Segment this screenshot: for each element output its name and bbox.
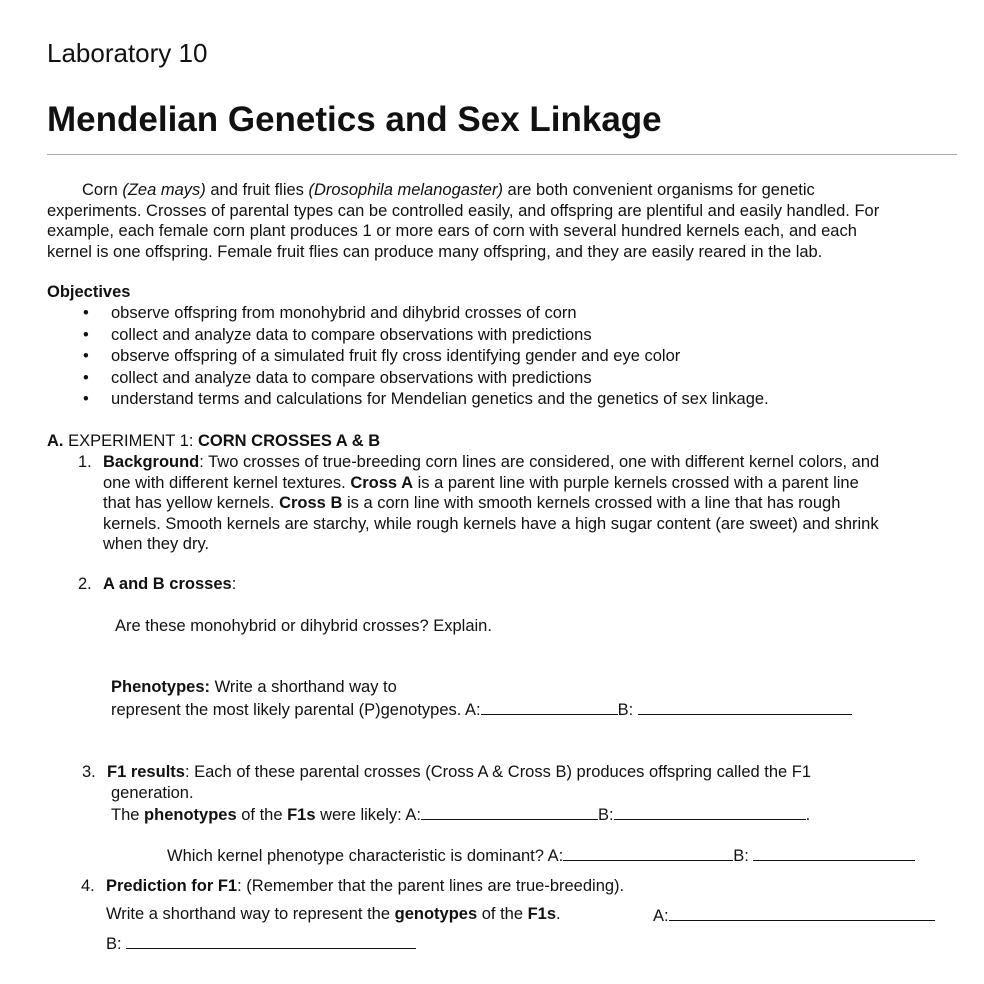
parental-genotype-a-field[interactable] — [481, 698, 618, 715]
item-text: Which kernel phenotype characteristic is dominant? A: — [167, 847, 564, 865]
objective-item — [47, 346, 769, 368]
f1-genotype-b-line — [106, 932, 416, 955]
item-text: Write a shorthand way to — [210, 678, 397, 696]
intro-text: are both convenient organisms for genetic — [502, 181, 815, 199]
title-divider — [47, 154, 957, 155]
bullet-icon: • — [83, 347, 89, 365]
dominant-b-field[interactable] — [753, 844, 915, 861]
intro-text: Corn — [82, 181, 123, 199]
item-text: of the — [236, 806, 288, 824]
monohybrid-question: Are these monohybrid or dihybrid crosses? Explain. — [115, 617, 492, 635]
corn-scientific-name: (Zea mays) — [122, 181, 206, 199]
fly-scientific-name: (Drosophila melanogaster) — [308, 181, 503, 199]
section-letter: A. — [47, 432, 64, 450]
item-text: generation. — [111, 783, 194, 802]
parental-genotypes-line — [111, 698, 852, 721]
f1-genotype-a-line — [653, 904, 935, 927]
item-text: represent the most likely parental (P)genotypes. A: — [111, 701, 481, 719]
item-4-number: 4. — [81, 877, 95, 895]
cross-b-label: Cross B — [279, 494, 343, 512]
bullet-icon: • — [83, 304, 89, 322]
b-label: B: — [106, 935, 127, 953]
item-text: when they dry. — [103, 535, 210, 553]
item-text: : Each of these parental crosses (Cross A & Cross B) produces offspring called the F1 — [184, 763, 812, 781]
intro-line: example, each female corn plant produces 1 or more ears of corn with several hundred kernels each, and each — [47, 222, 857, 240]
item-text: : (Remember that the parent lines are true-breeding). — [237, 877, 625, 895]
objective-text: collect and analyze data to compare observations with predictions — [111, 325, 592, 344]
bullet-icon: • — [83, 368, 89, 387]
b-label: B: — [733, 847, 754, 865]
genotype-prompt — [106, 904, 561, 925]
item-text: kernels. Smooth kernels are starchy, while rough kernels have a high sugar content (are sweet) and shrink — [103, 514, 879, 533]
f1-phenotype-a-field[interactable] — [421, 803, 598, 820]
objective-text: observe offspring from monohybrid and dihybrid crosses of corn — [111, 304, 577, 322]
item-2-number: 2. — [78, 575, 92, 593]
intro-text: and fruit flies — [205, 181, 309, 199]
item-text: were likely: A: — [315, 806, 421, 824]
bullet-icon: • — [83, 325, 89, 344]
item-text: is a parent line with purple kernels crossed with a parent line — [413, 473, 859, 492]
item-text: of the — [477, 905, 528, 923]
objective-text: observe offspring of a simulated fruit fly cross identifying gender and eye color — [111, 347, 681, 365]
page-title: Mendelian Genetics and Sex Linkage — [47, 100, 662, 139]
background-label: Background — [103, 453, 200, 471]
bullet-icon: • — [83, 390, 89, 408]
objective-text: collect and analyze data to compare observations with predictions — [111, 368, 592, 387]
objectives-list — [47, 303, 769, 411]
objective-item — [47, 325, 769, 347]
item-1-background — [103, 452, 879, 555]
dominant-a-field[interactable] — [563, 844, 733, 861]
objectives-heading: Objectives — [47, 283, 131, 301]
ab-crosses-label: A and B crosses — [103, 575, 232, 593]
f1-results-label: F1 results — [107, 763, 185, 781]
genotypes-bold: genotypes — [394, 905, 478, 923]
a-label: A: — [653, 907, 669, 925]
item-3-number: 3. — [82, 763, 96, 781]
f1s-bold: F1s — [527, 905, 557, 923]
phenotypes-bold: phenotypes — [144, 806, 237, 824]
b-label: B: — [617, 701, 638, 719]
f1s-bold: F1s — [287, 806, 316, 824]
intro-line: experiments. Crosses of parental types can be controlled easily, and offspring are plentiful and easily handled. For — [47, 201, 880, 220]
intro-paragraph — [47, 180, 952, 262]
section-heading-text: EXPERIMENT 1: — [63, 432, 198, 450]
item-text: The — [111, 806, 145, 824]
item-text: one with different kernel textures. — [103, 473, 351, 492]
objective-item — [47, 389, 769, 411]
lab-number: Laboratory 10 — [47, 38, 208, 68]
item-text: . — [556, 905, 561, 923]
colon: : — [231, 575, 237, 593]
prediction-heading — [106, 876, 624, 897]
parental-genotype-b-field[interactable] — [638, 698, 852, 715]
section-heading-bold: CORN CROSSES A & B — [197, 432, 381, 450]
f1-genotype-a-field[interactable] — [669, 904, 935, 921]
item-2-heading — [103, 574, 236, 595]
phenotypes-label: Phenotypes: — [111, 678, 211, 696]
dominant-question — [167, 844, 915, 867]
b-label: B: — [598, 806, 614, 824]
f1-genotype-b-field[interactable] — [126, 932, 416, 949]
item-text: that has yellow kernels. — [103, 494, 280, 512]
cross-a-label: Cross A — [350, 473, 414, 492]
f1-phenotype-b-field[interactable] — [614, 803, 806, 820]
item-3-f1-results — [107, 762, 811, 826]
phenotypes-prompt — [111, 677, 397, 698]
item-text: : Two crosses of true-breeding corn lines are considered, one with different kernel colors, and — [199, 453, 880, 471]
intro-line: kernel is one offspring. Female fruit flies can produce many offspring, and they are easily reared in the lab. — [47, 242, 823, 261]
objective-item — [47, 368, 769, 390]
item-text: Write a shorthand way to represent the — [106, 905, 395, 923]
objective-text: understand terms and calculations for Mendelian genetics and the genetics of sex linkage. — [111, 390, 769, 408]
period: . — [805, 806, 811, 824]
prediction-label: Prediction for F1 — [106, 877, 238, 895]
objective-item — [47, 303, 769, 325]
item-1-number: 1. — [78, 453, 92, 471]
item-text: is a corn line with smooth kernels crossed with a line that has rough — [342, 494, 841, 512]
section-a-heading — [47, 431, 380, 452]
